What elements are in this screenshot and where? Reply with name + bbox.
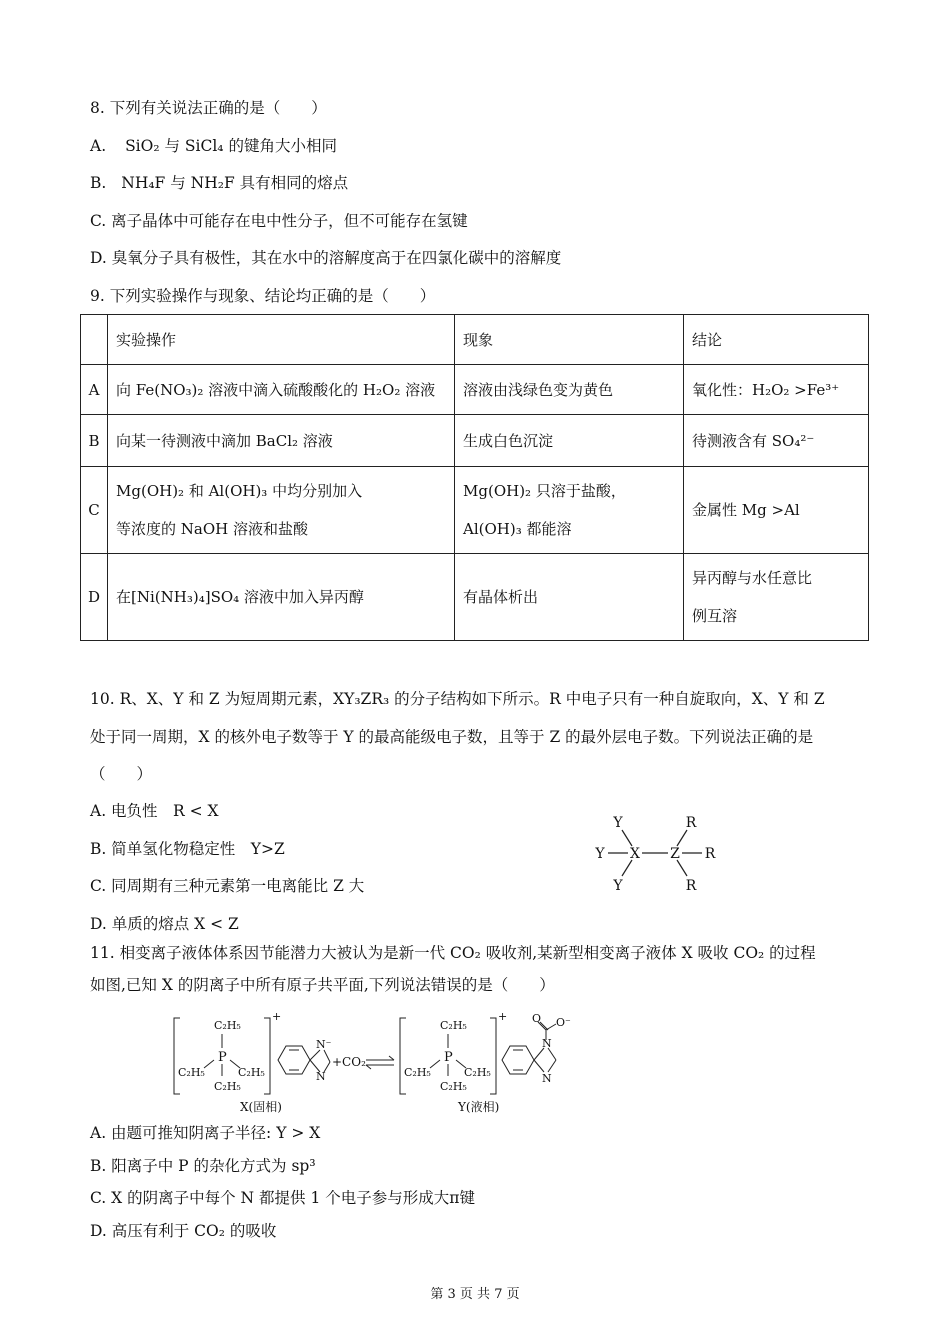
q8-option-c: C. 离子晶体中可能存在电中性分子，但不可能存在氢键	[90, 212, 468, 230]
ethyl-group: C₂H₅	[238, 1066, 265, 1079]
bond	[622, 830, 632, 846]
row-key: B	[81, 415, 108, 467]
q10-structure-diagram	[585, 808, 735, 898]
bond	[548, 1060, 556, 1072]
phosphorus-atom: P	[218, 1050, 227, 1065]
structure-bonds	[608, 830, 702, 876]
row-phenomenon-line2: Al(OH)₃ 都能溶	[463, 520, 572, 538]
bond	[310, 1050, 320, 1060]
label-y-liquid: Y(液相)	[458, 1100, 500, 1114]
q10-option-d: D. 单质的熔点 X < Z	[90, 915, 239, 933]
phosphorus-atom: P	[444, 1050, 453, 1065]
table-row	[81, 365, 869, 415]
q10-stem-line3: （ ）	[90, 765, 153, 783]
ethyl-group: C₂H₅	[178, 1066, 205, 1079]
table-row	[81, 415, 869, 467]
nitrogen-atom: N	[542, 1072, 552, 1085]
q8-option-b-label: B.	[90, 174, 107, 192]
atom-r: R	[704, 846, 716, 862]
row-operation: 向 Fe(NO₃)₂ 溶液中滴入硫酸酸化的 H₂O₂ 溶液	[108, 365, 455, 415]
row-operation-line1: Mg(OH)₂ 和 Al(OH)₃ 中均分别加入	[116, 482, 363, 500]
table-header-blank	[81, 315, 108, 365]
arrow-head	[366, 1065, 371, 1069]
ethyl-group: C₂H₅	[214, 1019, 241, 1032]
bond	[677, 860, 687, 876]
q9-table	[80, 314, 869, 641]
q8-stem: 8. 下列有关说法正确的是（ ）	[90, 99, 327, 117]
row-conclusion-line2: 例互溶	[692, 607, 738, 625]
nitrogen-atom: N	[542, 1037, 552, 1050]
row-conclusion: 金属性 Mg >Al	[684, 467, 869, 554]
bracket-left	[400, 1018, 406, 1094]
row-conclusion: 氧化性：H₂O₂ >Fe³⁺	[684, 365, 869, 415]
q10-option-c: C. 同周期有三种元素第一电离能比 Z 大	[90, 877, 365, 895]
q10-option-b: B. 简单氢化物稳定性 Y>Z	[90, 840, 285, 858]
q9-stem: 9. 下列实验操作与现象、结论均正确的是（ ）	[90, 287, 436, 305]
row-phenomenon-line1: Mg(OH)₂ 只溶于盐酸，	[463, 482, 626, 500]
bracket-right	[264, 1018, 270, 1094]
atom-y: Y	[613, 815, 623, 831]
ethyl-group: C₂H₅	[404, 1066, 431, 1079]
row-phenomenon: 生成白色沉淀	[455, 415, 684, 467]
atom-y: Y	[613, 878, 623, 894]
bond	[430, 1060, 440, 1068]
q11-option-a: A. 由题可推知阴离子半径: Y > X	[90, 1124, 321, 1142]
row-key: C	[81, 467, 108, 554]
arrow-head	[389, 1056, 394, 1060]
bond	[677, 830, 687, 846]
oxygen-atom: O	[532, 1012, 542, 1025]
table-header-operation: 实验操作	[108, 315, 455, 365]
row-conclusion: 待测液含有 SO₄²⁻	[684, 415, 869, 467]
row-operation-line2: 等浓度的 NaOH 溶液和盐酸	[116, 520, 308, 538]
row-operation: 在[Ni(NH₃)₄]SO₄ 溶液中加入异丙醇	[108, 554, 455, 641]
q10-option-a: A. 电负性 R < X	[90, 802, 219, 820]
row-conclusion	[684, 554, 869, 641]
atom-x: X	[630, 846, 640, 862]
table-header-conclusion: 结论	[684, 315, 869, 365]
bracket-right	[490, 1018, 496, 1094]
q11-option-c: C. X 的阴离子中每个 N 都提供 1 个电子参与形成大π键	[90, 1189, 475, 1207]
ethyl-group: C₂H₅	[440, 1080, 467, 1093]
nitrogen-atom: N	[316, 1070, 326, 1083]
q10-stem-line1: 10. R、X、Y 和 Z 为短周期元素，XY₃ZR₃ 的分子结构如下所示。R 中电子只有一种自旋取向，X、Y 和 Z	[90, 690, 825, 708]
bond	[204, 1060, 214, 1068]
q8-option-a-text: SiO₂ 与 SiCl₄ 的键角大小相同	[125, 137, 337, 155]
ethyl-group: C₂H₅	[440, 1019, 467, 1032]
table-row	[81, 554, 869, 641]
table-row	[81, 467, 869, 554]
q11-reaction-figure	[168, 1010, 588, 1120]
q8-option-a	[90, 139, 337, 155]
bond	[324, 1050, 330, 1062]
label-x-solid: X(固相)	[240, 1100, 282, 1114]
q8-option-a-label: A.	[90, 137, 107, 155]
q11-stem-line1: 11. 相变离子液体体系因节能潜力大被认为是新一代 CO₂ 吸收剂,某新型相变离子液体 X 吸收 CO₂ 的过程	[90, 944, 816, 962]
bond	[546, 1024, 556, 1030]
ethyl-group: C₂H₅	[214, 1080, 241, 1093]
ethyl-group: C₂H₅	[464, 1066, 491, 1079]
row-phenomenon: 溶液由浅绿色变为黄色	[455, 365, 684, 415]
atom-r: R	[685, 878, 697, 894]
bond	[534, 1060, 544, 1072]
co2-reactant: +CO₂	[332, 1055, 366, 1069]
bond	[540, 1022, 548, 1030]
oxygen-anion: O⁻	[556, 1016, 571, 1029]
page-footer: 第 3 页 共 7 页	[430, 1287, 520, 1302]
atom-r: R	[685, 815, 697, 831]
table-header-phenomenon: 现象	[455, 315, 684, 365]
table-header-row	[81, 315, 869, 365]
row-phenomenon: 有晶体析出	[455, 554, 684, 641]
charge-plus: +	[272, 1010, 282, 1023]
row-phenomenon	[455, 467, 684, 554]
row-key: A	[81, 365, 108, 415]
row-key: D	[81, 554, 108, 641]
q11-option-b: B. 阳离子中 P 的杂化方式为 sp³	[90, 1157, 316, 1175]
q11-stem-line2: 如图,已知 X 的阴离子中所有原子共平面,下列说法错误的是（ ）	[90, 976, 555, 994]
bracket-left	[174, 1018, 180, 1094]
q10-stem-line2: 处于同一周期，X 的核外电子数等于 Y 的最高能级电子数，且等于 Z 的最外层电子数。下列说法正确的是	[90, 728, 814, 746]
row-operation	[108, 467, 455, 554]
atom-z: Z	[670, 846, 680, 862]
row-conclusion-line1: 异丙醇与水任意比	[692, 569, 813, 587]
atom-y: Y	[595, 846, 605, 862]
q8-option-b-text: NH₄F 与 NH₂F 具有相同的熔点	[121, 174, 349, 192]
q11-option-d: D. 高压有利于 CO₂ 的吸收	[90, 1222, 277, 1240]
q8-option-b	[90, 176, 348, 192]
q8-option-d: D. 臭氧分子具有极性，其在水中的溶解度高于在四氯化碳中的溶解度	[90, 249, 562, 267]
charge-plus: +	[498, 1010, 508, 1023]
row-operation: 向某一待测液中滴加 BaCl₂ 溶液	[108, 415, 455, 467]
bond	[622, 860, 632, 876]
nitrogen-anion: N⁻	[316, 1038, 332, 1051]
